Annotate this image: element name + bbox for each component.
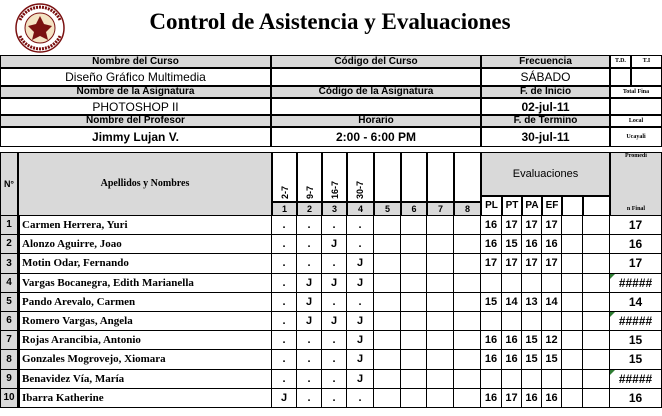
attendance-cell[interactable]: . (322, 350, 347, 370)
grade-cell[interactable] (562, 331, 583, 350)
attendance-cell[interactable] (454, 254, 481, 274)
error-indicator-icon (610, 274, 615, 279)
attendance-cell[interactable]: J (272, 389, 297, 408)
attendance-cell[interactable] (427, 274, 454, 293)
student-name-cell[interactable]: Vargas Bocanegra, Edith Marianella (18, 274, 272, 293)
attendance-cell[interactable] (401, 274, 427, 293)
attendance-cell[interactable]: . (297, 216, 322, 235)
grade-cell[interactable] (562, 350, 583, 370)
horario-label: Horario (271, 115, 481, 127)
attendance-cell[interactable]: . (322, 254, 347, 274)
grade-cell[interactable] (542, 312, 562, 331)
eval-column-header (583, 196, 610, 216)
grade-cell[interactable] (502, 370, 522, 389)
curso-label: Nombre del Curso (0, 55, 271, 68)
grade-cell[interactable]: 17 (542, 254, 562, 274)
grade-cell[interactable]: 15 (502, 235, 522, 254)
session-number: 5 (374, 202, 401, 216)
grade-cell[interactable] (481, 370, 502, 389)
attendance-cell[interactable] (427, 350, 454, 370)
grade-cell[interactable]: 17 (502, 389, 522, 408)
num-header: N° (0, 152, 18, 216)
attendance-cell[interactable] (401, 293, 427, 312)
grade-cell[interactable] (562, 216, 583, 235)
attendance-cell[interactable] (454, 389, 481, 408)
eval-column-header: PA (522, 196, 542, 216)
grade-cell[interactable] (562, 293, 583, 312)
attendance-cell[interactable] (374, 312, 401, 331)
horario-value: 2:00 - 6:00 PM (271, 127, 481, 147)
attendance-cell[interactable]: J (347, 312, 374, 331)
date-header-cell (427, 152, 454, 202)
attendance-cell[interactable]: . (297, 389, 322, 408)
grade-cell[interactable] (562, 370, 583, 389)
grade-cell[interactable] (583, 216, 610, 235)
attendance-cell[interactable] (454, 350, 481, 370)
grade-cell[interactable]: 16 (481, 331, 502, 350)
row-number[interactable]: 10 (0, 389, 18, 408)
attendance-cell[interactable]: . (297, 350, 322, 370)
attendance-cell[interactable]: J (297, 312, 322, 331)
eval-column-header: PT (502, 196, 522, 216)
date-header-label: 9-7 (305, 185, 315, 199)
grade-cell[interactable] (522, 274, 542, 293)
profesor-label: Nombre del Profesor (0, 115, 271, 127)
row-number[interactable]: 6 (0, 312, 18, 331)
row-number[interactable]: 4 (0, 274, 18, 293)
attendance-cell[interactable]: J (322, 235, 347, 254)
termino-value: 30-jul-11 (481, 127, 610, 147)
attendance-cell[interactable]: . (272, 235, 297, 254)
ti-value (631, 68, 662, 86)
total-final-value (610, 98, 662, 115)
grade-cell[interactable]: 16 (522, 235, 542, 254)
date-header-label: 2-7 (280, 185, 290, 199)
grade-cell[interactable] (522, 312, 542, 331)
row-number[interactable]: 8 (0, 350, 18, 370)
session-number: 3 (322, 202, 347, 216)
grade-cell[interactable] (481, 274, 502, 293)
attendance-cell[interactable] (427, 235, 454, 254)
attendance-cell[interactable] (427, 216, 454, 235)
eval-column-header (562, 196, 583, 216)
asignatura-value: PHOTOSHOP II (0, 98, 271, 115)
grade-cell[interactable] (542, 370, 562, 389)
attendance-cell[interactable] (454, 370, 481, 389)
attendance-cell[interactable]: . (347, 389, 374, 408)
student-name-cell[interactable]: Rojas Arancibia, Antonio (18, 331, 272, 350)
student-name-cell[interactable]: Benavidez Vía, María (18, 370, 272, 389)
session-number: 6 (401, 202, 427, 216)
attendance-cell[interactable] (427, 370, 454, 389)
final-average-cell[interactable]: 16 (610, 389, 662, 408)
inicio-value: 02-jul-11 (481, 98, 610, 115)
grade-cell[interactable]: 16 (542, 235, 562, 254)
codigo-curso-value (271, 68, 481, 86)
session-number: 1 (272, 202, 297, 216)
attendance-cell[interactable] (401, 370, 427, 389)
row-number[interactable]: 2 (0, 235, 18, 254)
grade-cell[interactable] (583, 274, 610, 293)
frecuencia-label: Frecuencia (481, 55, 610, 68)
attendance-cell[interactable] (427, 312, 454, 331)
attendance-cell[interactable]: . (297, 235, 322, 254)
date-header-cell (297, 152, 322, 202)
final-average-cell[interactable]: ##### (610, 312, 662, 331)
grade-cell[interactable] (502, 312, 522, 331)
error-indicator-icon (610, 370, 615, 375)
ti-label: T.I (631, 55, 662, 68)
attendance-cell[interactable]: . (347, 235, 374, 254)
td-label: T.D. (610, 55, 631, 68)
attendance-cell[interactable]: . (272, 254, 297, 274)
row-number[interactable]: 5 (0, 293, 18, 312)
student-name-cell[interactable]: Romero Vargas, Angela (18, 312, 272, 331)
student-name-cell[interactable]: Ibarra Katherine (18, 389, 272, 408)
codigo-asignatura-label: Código de la Asignatura (271, 86, 481, 98)
attendance-cell[interactable] (374, 389, 401, 408)
final-average-cell[interactable]: 16 (610, 235, 662, 254)
attendance-cell[interactable] (374, 254, 401, 274)
attendance-cell[interactable]: J (347, 254, 374, 274)
error-indicator-icon (610, 312, 615, 317)
attendance-cell[interactable] (401, 254, 427, 274)
attendance-cell[interactable]: J (347, 350, 374, 370)
session-number: 8 (454, 202, 481, 216)
grade-cell[interactable]: 14 (502, 293, 522, 312)
attendance-cell[interactable] (454, 274, 481, 293)
attendance-cell[interactable] (454, 331, 481, 350)
grade-cell[interactable] (481, 312, 502, 331)
promedio-header (610, 152, 662, 216)
local-label: Local (610, 115, 662, 127)
attendance-cell[interactable] (427, 389, 454, 408)
student-name-cell[interactable]: Carmen Herrera, Yuri (18, 216, 272, 235)
attendance-cell[interactable]: J (297, 274, 322, 293)
attendance-cell[interactable]: . (347, 293, 374, 312)
attendance-cell[interactable] (401, 312, 427, 331)
attendance-cell[interactable] (374, 216, 401, 235)
student-name-cell[interactable]: Pando Arevalo, Carmen (18, 293, 272, 312)
grade-cell[interactable]: 16 (502, 350, 522, 370)
final-average-cell[interactable]: 17 (610, 254, 662, 274)
grade-cell[interactable]: 17 (522, 216, 542, 235)
grade-cell[interactable]: 13 (522, 293, 542, 312)
row-number[interactable]: 3 (0, 254, 18, 274)
grade-cell[interactable] (583, 350, 610, 370)
attendance-cell[interactable]: J (347, 370, 374, 389)
session-number: 4 (347, 202, 374, 216)
grade-cell[interactable]: 16 (481, 350, 502, 370)
grade-cell[interactable] (583, 293, 610, 312)
attendance-cell[interactable] (427, 331, 454, 350)
profesor-value: Jimmy Lujan V. (0, 127, 271, 147)
attendance-cell[interactable]: . (272, 216, 297, 235)
attendance-cell[interactable]: . (322, 216, 347, 235)
attendance-cell[interactable]: . (322, 370, 347, 389)
student-name-cell[interactable]: Gonzales Mogrovejo, Xiomara (18, 350, 272, 370)
attendance-cell[interactable]: . (272, 274, 297, 293)
grade-cell[interactable] (502, 274, 522, 293)
frecuencia-value: SÁBADO (481, 68, 610, 86)
date-header-label: 30-7 (355, 180, 365, 199)
attendance-cell[interactable] (454, 312, 481, 331)
grade-cell[interactable]: 16 (481, 389, 502, 408)
date-header-cell (401, 152, 427, 202)
grade-cell[interactable] (562, 235, 583, 254)
attendance-cell[interactable]: . (272, 312, 297, 331)
grade-cell[interactable] (583, 235, 610, 254)
grade-cell[interactable] (562, 274, 583, 293)
total-final-label: Total Fina (610, 86, 662, 98)
date-header-cell (322, 152, 347, 202)
attendance-cell[interactable] (374, 350, 401, 370)
attendance-cell[interactable]: J (347, 331, 374, 350)
date-header-cell (374, 152, 401, 202)
asignatura-label: Nombre de la Asignatura (0, 86, 271, 98)
session-number: 2 (297, 202, 322, 216)
grade-cell[interactable]: 16 (542, 389, 562, 408)
eval-column-header: PL (481, 196, 502, 216)
curso-value: Diseño Gráfico Multimedia (0, 68, 271, 86)
row-number[interactable]: 7 (0, 331, 18, 350)
evaluaciones-header: Evaluaciones (481, 152, 610, 196)
row-number[interactable]: 1 (0, 216, 18, 235)
attendance-cell[interactable] (374, 331, 401, 350)
attendance-cell[interactable] (401, 235, 427, 254)
attendance-cell[interactable] (401, 350, 427, 370)
attendance-cell[interactable] (374, 370, 401, 389)
grade-cell[interactable]: 17 (481, 254, 502, 274)
grade-cell[interactable] (522, 370, 542, 389)
attendance-cell[interactable]: . (322, 293, 347, 312)
attendance-cell[interactable]: J (322, 274, 347, 293)
final-average-cell[interactable]: 17 (610, 216, 662, 235)
names-header: Apellidos y Nombres (18, 152, 272, 216)
grade-cell[interactable]: 15 (542, 350, 562, 370)
attendance-cell[interactable]: . (322, 331, 347, 350)
date-header-cell (347, 152, 374, 202)
attendance-cell[interactable]: . (347, 216, 374, 235)
grade-cell[interactable]: 16 (481, 235, 502, 254)
attendance-cell[interactable] (401, 216, 427, 235)
attendance-cell[interactable]: J (347, 274, 374, 293)
session-number: 7 (427, 202, 454, 216)
attendance-cell[interactable]: J (297, 293, 322, 312)
grade-cell[interactable]: 14 (542, 293, 562, 312)
grade-cell[interactable]: 15 (522, 350, 542, 370)
grade-cell[interactable] (562, 254, 583, 274)
attendance-cell[interactable] (454, 216, 481, 235)
attendance-cell[interactable] (374, 235, 401, 254)
final-average-cell[interactable]: ##### (610, 274, 662, 293)
date-header-cell (454, 152, 481, 202)
school-seal-logo (8, 2, 72, 54)
attendance-cell[interactable]: . (272, 331, 297, 350)
nfinal-header: n Final (626, 206, 646, 212)
codigo-curso-label: Código del Curso (271, 55, 481, 68)
td-value (610, 68, 631, 86)
final-average-cell[interactable]: 15 (610, 350, 662, 370)
grade-cell[interactable] (562, 312, 583, 331)
attendance-cell[interactable]: . (297, 331, 322, 350)
final-average-cell[interactable]: 15 (610, 331, 662, 350)
date-header-label: 16-7 (330, 180, 340, 199)
grade-cell[interactable]: 16 (481, 216, 502, 235)
grade-cell[interactable] (562, 389, 583, 408)
grade-cell[interactable]: 15 (481, 293, 502, 312)
final-average-cell[interactable]: 14 (610, 293, 662, 312)
student-name-cell[interactable]: Motin Odar, Fernando (18, 254, 272, 274)
date-header-cell (272, 152, 297, 202)
attendance-cell[interactable] (374, 274, 401, 293)
attendance-cell[interactable]: . (272, 370, 297, 389)
eval-column-header: EF (542, 196, 562, 216)
attendance-cell[interactable] (401, 389, 427, 408)
grade-cell[interactable]: 16 (522, 389, 542, 408)
promedio-header-top: Promedi (625, 153, 647, 159)
student-name-cell[interactable]: Alonzo Aguirre, Joao (18, 235, 272, 254)
grade-cell[interactable]: 12 (542, 331, 562, 350)
grade-cell[interactable]: 17 (542, 216, 562, 235)
attendance-cell[interactable]: . (297, 254, 322, 274)
attendance-cell[interactable] (427, 293, 454, 312)
grade-cell[interactable] (542, 274, 562, 293)
attendance-cell[interactable] (401, 331, 427, 350)
attendance-cell[interactable]: J (322, 312, 347, 331)
attendance-cell[interactable]: . (272, 350, 297, 370)
grade-cell[interactable]: 15 (522, 331, 542, 350)
grade-cell[interactable]: 17 (502, 254, 522, 274)
grade-cell[interactable]: 17 (522, 254, 542, 274)
attendance-cell[interactable] (374, 293, 401, 312)
grade-cell[interactable]: 16 (502, 331, 522, 350)
attendance-cell[interactable]: . (322, 389, 347, 408)
grade-cell[interactable] (583, 370, 610, 389)
codigo-asignatura-value (271, 98, 481, 115)
inicio-label: F. de Inicio (481, 86, 610, 98)
grade-cell[interactable]: 17 (502, 216, 522, 235)
termino-label: F. de Termino (481, 115, 610, 127)
grade-cell[interactable] (583, 254, 610, 274)
page-title: Control de Asistencia y Evaluaciones (149, 9, 511, 34)
attendance-cell[interactable]: . (297, 370, 322, 389)
local-value: Ucayali (610, 127, 662, 147)
final-average-cell[interactable]: ##### (610, 370, 662, 389)
attendance-cell[interactable]: . (272, 293, 297, 312)
grade-cell[interactable] (583, 312, 610, 331)
attendance-cell[interactable] (454, 235, 481, 254)
grade-cell[interactable] (583, 331, 610, 350)
row-number[interactable]: 9 (0, 370, 18, 389)
attendance-cell[interactable] (454, 293, 481, 312)
attendance-cell[interactable] (427, 254, 454, 274)
grade-cell[interactable] (583, 389, 610, 408)
